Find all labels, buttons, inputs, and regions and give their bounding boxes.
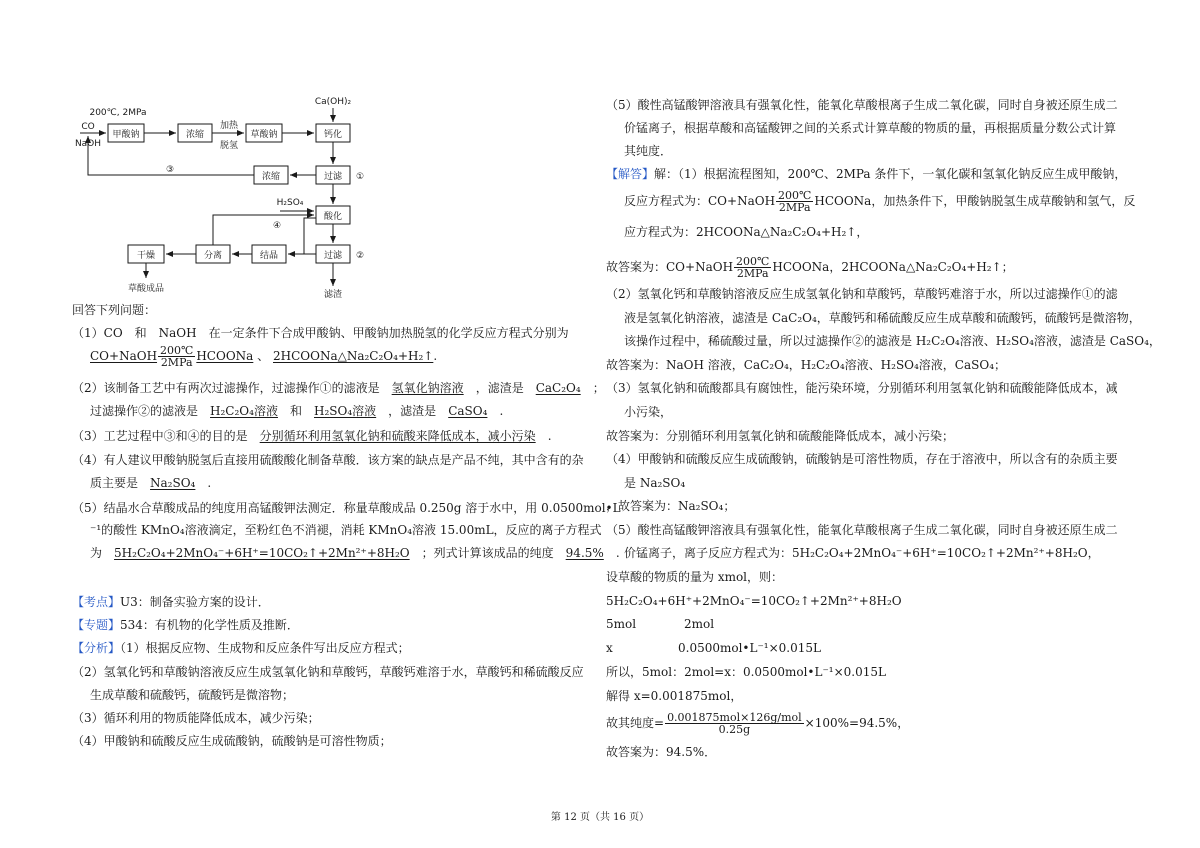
intro-text: 回答下列问题：	[72, 303, 157, 317]
right-line-7: 故答案为：CO+NaOH $\frac{200℃}{\text{2MPa}}$ HCOONa，2HCOONa△Na₂C₂O₄+H₂↑；	[606, 255, 1014, 280]
kaodian-line: 【考点】U3：制备实验方案的设计．	[72, 595, 270, 609]
q4-line-2: 质主要是 Na₂SO₄ .	[90, 476, 212, 490]
right-line-15: （4）甲酸钠和硫酸反应生成硫酸钠，硫酸钠是可溶性物质，存在于溶液中，所以含有的杂质主要	[606, 452, 1118, 466]
label-product: 草酸成品	[127, 284, 165, 294]
right-line-5: 反应方程式为：CO+NaOH $\frac{200℃}{\text{2MPa}}$ HCOONa，加热条件下，甲酸钠脱氢生成草酸钠和氢气，反	[624, 189, 1136, 214]
q5-line-2: ⁻¹的酸性 KMnO₄溶液滴定，至粉红色不消褪，消耗 KMnO₄溶液 15.00mL，反应的离子方程式	[90, 523, 602, 537]
process-flowchart	[72, 94, 432, 314]
right-line-22a: 5mol	[606, 617, 637, 631]
label-step2: ②	[355, 251, 365, 261]
right-line-25: 解得 x=0.001875mol，	[606, 689, 743, 703]
right-line-9: 液是氢氧化钠溶液，滤渣是 CaC₂O₄，草酸钙和稀硫酸反应生成草酸和硫酸钙，硫酸钙是微溶物，	[624, 311, 1141, 325]
node-label-crystal: 结晶	[259, 251, 279, 261]
zhuanti-line: 【专题】534：有机物的化学性质及推断．	[72, 618, 299, 632]
right-line-20: 设草酸的物质的量为 xmol，则：	[606, 570, 784, 584]
q1-answer-line: CO+NaOH $\frac{200℃}{\text{2MPa}}$ HCOONa 、 2HCOONa△Na₂C₂O₄+H₂↑.	[90, 344, 438, 369]
right-line-23b: 0.0500mol•L⁻¹×0.015L	[678, 641, 821, 655]
right-line-19: 价锰离子，离子反应方程式为：5H₂C₂O₄+2MnO₄⁻+6H⁺=10CO₂↑+2Mn²⁺+8H₂O，	[624, 546, 1100, 560]
label-dehydrogenate: 脱氢	[219, 141, 239, 151]
fenxi-line: 【分析】（1）根据反应物、生成物和反应条件写出反应方程式；	[72, 641, 410, 655]
q1-answer-1: CO+NaOH $\frac{200℃}{\text{2MPa}}$ HCOONa	[90, 344, 254, 369]
node-label-formate: 甲酸钠	[112, 130, 140, 140]
right-line-13: 小污染，	[624, 405, 673, 419]
right-line-17: ，故答案为：Na₂SO₄；	[606, 499, 736, 513]
node-label-oxalate: 草酸钠	[250, 130, 278, 140]
label-naoh: NaOH	[74, 139, 102, 149]
q3-line: （3）工艺过程中③和④的目的是 分别循环利用氢氧化钠和硫酸来降低成本，减小污染 .	[72, 429, 552, 443]
right-line-14: 故答案为：分别循环利用氢氧化钠和硫酸能降低成本，减小污染；	[606, 429, 955, 443]
right-line-10: 该操作过程中，稀硫酸过量，所以过滤操作②的滤液是 H₂C₂O₄溶液、H₂SO₄溶液，滤渣是 CaSO₄，	[624, 334, 1161, 348]
right-line-21: 5H₂C₂O₄+6H⁺+2MnO₄⁻=10CO₂↑+2Mn²⁺+8H₂O	[606, 594, 902, 608]
label-h2so4: H₂SO₄	[276, 198, 304, 208]
right-line-18: （5）酸性高锰酸钾溶液具有强氧化性，能氧化草酸根离子生成二氧化碳，同时自身被还原生成二	[606, 523, 1118, 537]
label-step1: ①	[355, 172, 365, 182]
node-label-acidify: 酸化	[323, 212, 343, 222]
q1-answer-2: 2HCOONa△Na₂C₂O₄+H₂↑	[273, 349, 434, 363]
label-step3: ③	[165, 165, 175, 175]
node-label-filter1: 过滤	[323, 172, 343, 182]
label-caoh2: Ca(OH)₂	[314, 97, 352, 107]
right-line-12: （3）氢氧化钠和硫酸都具有腐蚀性，能污染环境，分别循环利用氢氧化钠和硫酸能降低成本，减	[606, 381, 1118, 395]
right-line-22b: 2mol	[684, 617, 715, 631]
jieda-line: 【解答】解：（1）根据流程图知，200℃、2MPa 条件下，一氧化碳和氢氧化钠反应生成甲酸钠，	[606, 167, 1127, 181]
right-line-2: 价锰离子，根据草酸和高锰酸钾之间的关系式计算草酸的物质的量，再根据质量分数公式计算	[624, 121, 1117, 135]
node-label-concentrate2: 浓缩	[261, 172, 281, 182]
right-line-23a: x	[606, 641, 613, 655]
fenxi-tag: 【分析】	[72, 641, 121, 655]
right-line-11: 故答案为：NaOH 溶液，CaC₂O₄，H₂C₂O₄溶液、H₂SO₄溶液，CaSO₄；	[606, 358, 1007, 372]
label-conditions: 200℃, 2MPa	[89, 108, 147, 118]
fenxi-4: （4）甲酸钠和硫酸反应生成硫酸钠，硫酸钠是可溶性物质；	[72, 734, 392, 748]
right-line-3: 其纯度．	[624, 144, 673, 158]
q1-text: （1）CO 和 NaOH 在一定条件下合成甲酸钠、甲酸钠加热脱氢的化学反应方程式分别为	[72, 326, 569, 340]
fenxi-2a: （2）氢氧化钙和草酸钠溶液反应生成氢氧化钠和草酸钙，草酸钙难溶于水，草酸钙和稀硫酸反应	[72, 665, 584, 679]
right-line-6: 应方程式为：2HCOONa△Na₂C₂O₄+H₂↑，	[624, 225, 869, 239]
q2-line-2: 过滤操作②的滤液是 H₂C₂O₄溶液 和 H₂SO₄溶液 ，滤渣是 CaSO₄ .	[90, 404, 504, 418]
right-line-1: （5）酸性高锰酸钾溶液具有强氧化性，能氧化草酸根离子生成二氧化碳，同时自身被还原生成二	[606, 98, 1118, 112]
label-residue: 滤渣	[323, 290, 343, 300]
node-label-filter2: 过滤	[323, 251, 343, 261]
fenxi-3: （3）循环利用的物质能降低成本，减少污染；	[72, 711, 320, 725]
jieda-tag: 【解答】	[606, 167, 655, 181]
node-label-dry: 干燥	[136, 251, 156, 261]
label-heat: 加热	[219, 121, 239, 131]
node-label-calcify: 钙化	[323, 130, 343, 140]
q5-line-1: （5）结晶水合草酸成品的纯度用高锰酸钾法测定．称量草酸成品 0.250g 溶于水中，用 0.0500mol•L	[72, 501, 621, 515]
node-label-separate: 分离	[203, 251, 223, 261]
q2-line-1: （2）该制备工艺中有两次过滤操作，过滤操作①的滤液是 氢氧化钠溶液 ，滤渣是 CaC₂O₄ ；	[72, 381, 605, 395]
fenxi-2b: 生成草酸和硫酸钙，硫酸钙是微溶物；	[90, 688, 295, 702]
label-step4: ④	[272, 221, 282, 231]
page-footer: 第 12 页（共 16 页）	[550, 812, 650, 823]
right-line-16: 是 Na₂SO₄	[624, 476, 686, 490]
q5-line-3: 为 5H₂C₂O₄+2MnO₄⁻+6H⁺=10CO₂↑+2Mn²⁺+8H₂O ；列式计算该成品的纯度 94.5% .	[90, 546, 620, 560]
right-line-8: （2）氢氧化钙和草酸钠溶液反应生成氢氧化钠和草酸钙，草酸钙难溶于水，所以过滤操作①的滤	[606, 287, 1118, 301]
kaodian-tag: 【考点】	[72, 595, 121, 609]
zhuanti-tag: 【专题】	[72, 618, 121, 632]
right-line-27: 故答案为：94.5%．	[606, 745, 717, 759]
right-line-26: 故其纯度= $\frac{\text{0.001875mol×126g/mol}}{0.25g}$ ×100%=94.5%，	[606, 711, 910, 736]
q4-line-1: （4）有人建议甲酸钠脱氢后直接用硫酸酸化制备草酸．该方案的缺点是产品不纯，其中含有的杂	[72, 453, 584, 467]
right-line-24: 所以，5mol：2mol=x：0.0500mol•L⁻¹×0.015L	[606, 665, 886, 679]
node-label-concentrate1: 浓缩	[185, 130, 205, 140]
label-co: CO	[81, 122, 95, 132]
